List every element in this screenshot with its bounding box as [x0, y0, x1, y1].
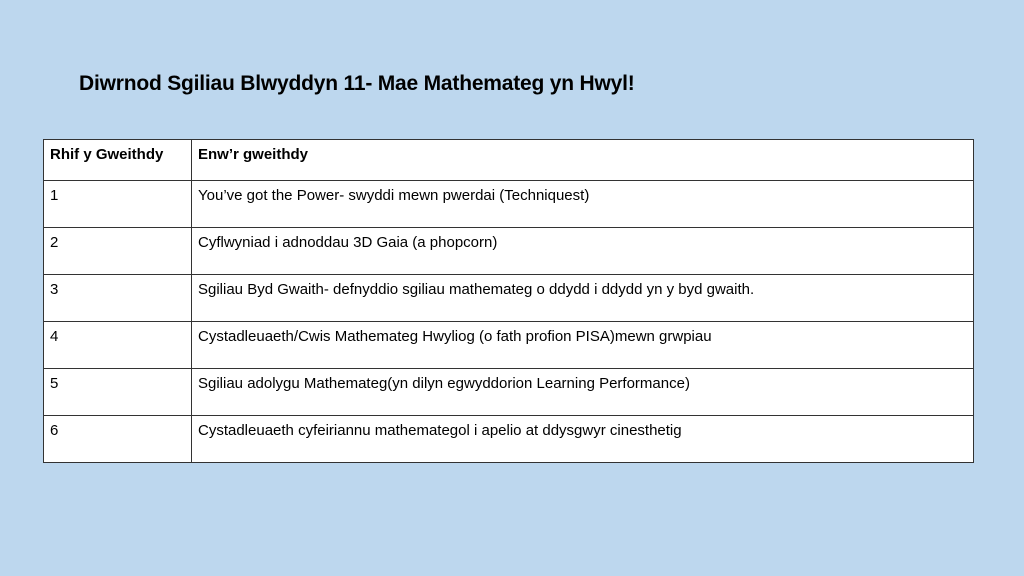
- workshop-name-cell: Cystadleuaeth/Cwis Mathemateg Hwyliog (o fath profion PISA)mewn grwpiau: [192, 322, 974, 369]
- workshop-number-cell: 4: [44, 322, 192, 369]
- workshop-name-cell: Cyflwyniad i adnoddau 3D Gaia (a phopcorn): [192, 228, 974, 275]
- workshop-number-cell: 5: [44, 369, 192, 416]
- workshop-number-cell: 2: [44, 228, 192, 275]
- table-row: [44, 181, 974, 228]
- workshop-name-cell: Sgiliau adolygu Mathemateg(yn dilyn egwyddorion Learning Performance): [192, 369, 974, 416]
- table-header-row: [44, 140, 974, 181]
- table-row: [44, 322, 974, 369]
- workshop-table-container: [43, 139, 973, 463]
- table-row: [44, 228, 974, 275]
- workshop-number-cell: 6: [44, 416, 192, 463]
- table-row: [44, 416, 974, 463]
- header-workshop-name: Enw’r gweithdy: [192, 140, 974, 181]
- slide-title: Diwrnod Sgiliau Blwyddyn 11- Mae Mathemateg yn Hwyl!: [79, 72, 635, 95]
- workshop-table: [43, 139, 974, 463]
- workshop-name-cell: Sgiliau Byd Gwaith- defnyddio sgiliau mathemateg o ddydd i ddydd yn y byd gwaith.: [192, 275, 974, 322]
- workshop-number-cell: 3: [44, 275, 192, 322]
- workshop-number-cell: 1: [44, 181, 192, 228]
- workshop-name-cell: Cystadleuaeth cyfeiriannu mathemategol i apelio at ddysgwyr cinesthetig: [192, 416, 974, 463]
- table-row: [44, 369, 974, 416]
- table-row: [44, 275, 974, 322]
- header-workshop-number: Rhif y Gweithdy: [44, 140, 192, 181]
- workshop-name-cell: You’ve got the Power- swyddi mewn pwerdai (Techniquest): [192, 181, 974, 228]
